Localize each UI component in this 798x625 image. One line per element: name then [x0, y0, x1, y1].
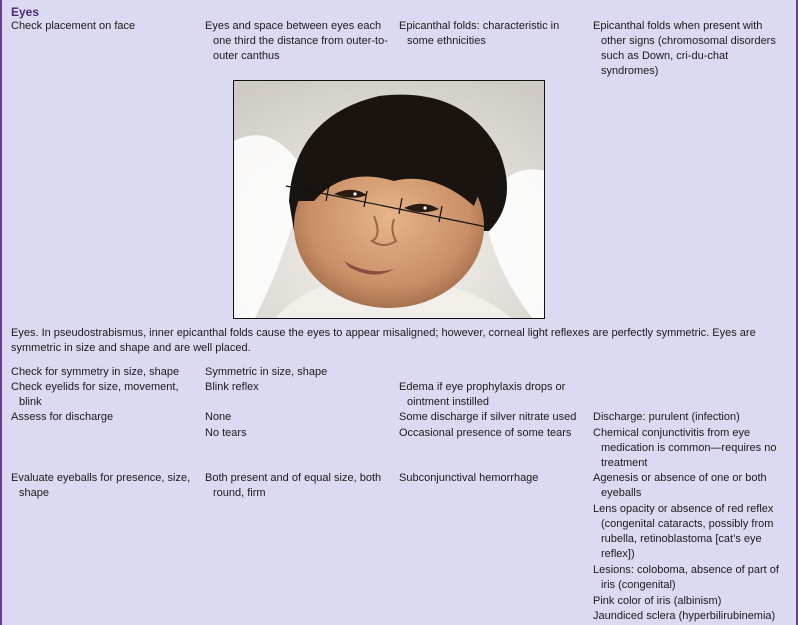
extra-deviation: Pink color of iris (albinism): [593, 595, 722, 607]
newborn-face-illustration: [234, 81, 545, 319]
row-deviation: Chemical conjunctivitis from eye medication is common—requires no treatment: [593, 427, 777, 469]
top-assessment: Check placement on face: [11, 20, 136, 32]
figure-caption: Eyes. In pseudostrabismus, inner epicanthal folds cause the eyes to appear misaligned; however, corneal light reflexes are perfectly symmetric. Eyes are symmetric in size and shape and are well placed.: [11, 327, 756, 354]
top-deviation: Epicanthal folds when present with other signs (chromosomal disorders such as Down, cri-du-chat syndromes): [593, 20, 776, 77]
row-variation: Edema if eye prophylaxis drops or ointment instilled: [399, 381, 566, 408]
row-normal-finding: Symmetric in size, shape: [205, 366, 328, 378]
row-variation: Some discharge if silver nitrate used: [399, 411, 577, 423]
extra-deviation: Lesions: coloboma, absence of part of iris (congenital): [593, 564, 779, 591]
row-normal-finding: No tears: [205, 427, 247, 439]
newborn-photo: [233, 80, 545, 319]
extra-deviation: Lens opacity or absence of red reflex (congenital cataracts, possibly from rubella, retinoblastoma [cat’s eye reflex]): [593, 503, 774, 560]
row-deviation: Discharge: purulent (infection): [593, 411, 740, 423]
row-normal-finding: Blink reflex: [205, 381, 259, 393]
row-assessment: Evaluate eyeballs for presence, size, shape: [11, 472, 191, 499]
row-normal-finding: Both present and of equal size, both round, firm: [205, 472, 382, 499]
row-assessment: Check for symmetry in size, shape: [11, 366, 180, 378]
section-title: Eyes: [11, 5, 40, 19]
row-variation: Occasional presence of some tears: [399, 427, 572, 439]
extra-deviation: Jaundiced sclera (hyperbilirubinemia): [593, 610, 776, 622]
top-normal-finding: Eyes and space between eyes each one third the distance from outer-to-outer canthus: [205, 20, 388, 62]
row-deviation: Agenesis or absence of one or both eyeballs: [593, 472, 767, 499]
row-normal-finding: None: [205, 411, 232, 423]
row-assessment: Check eyelids for size, movement, blink: [11, 381, 179, 408]
row-assessment: Assess for discharge: [11, 411, 114, 423]
top-variation: Epicanthal folds: characteristic in some ethnicities: [399, 20, 560, 47]
row-variation: Subconjunctival hemorrhage: [399, 472, 539, 484]
